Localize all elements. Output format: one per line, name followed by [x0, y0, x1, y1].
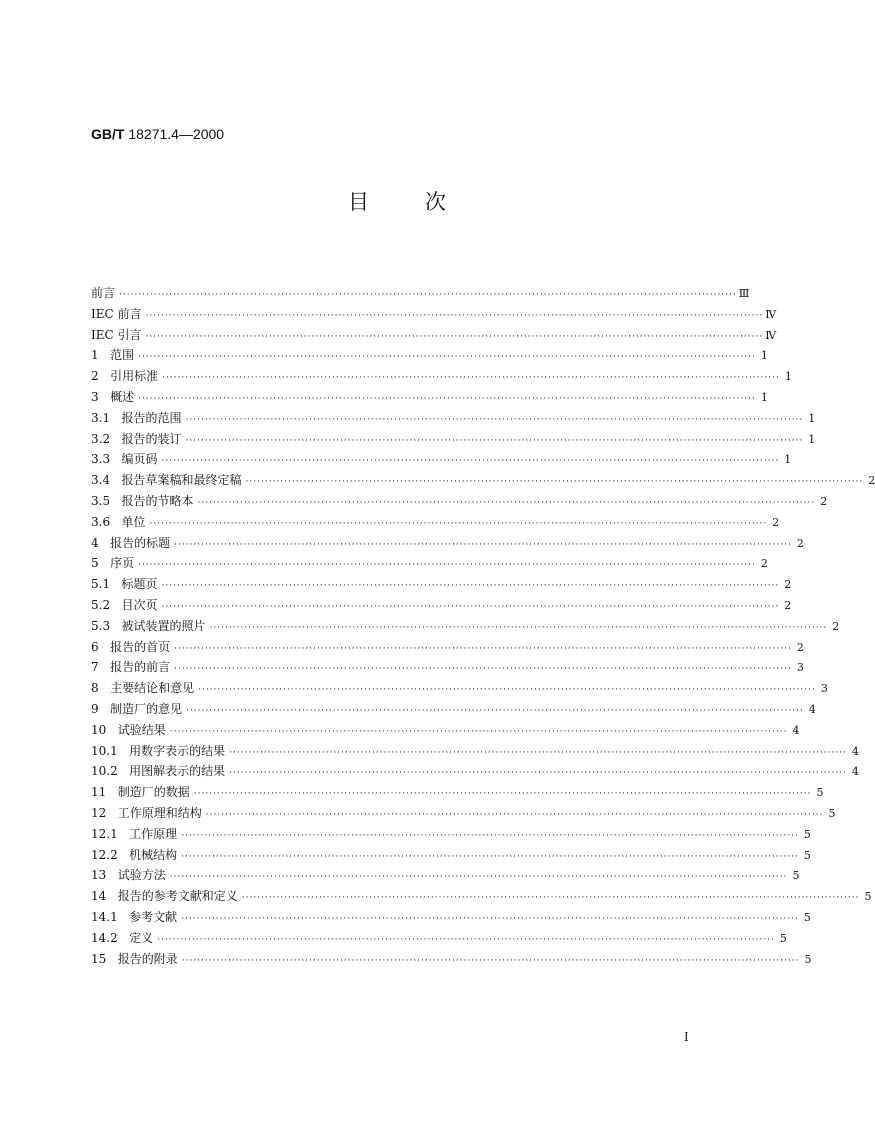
toc-entry-page: 2: [832, 619, 840, 633]
toc-leader-dots: ································································································································································: [162, 373, 780, 384]
toc-entry-number: 12: [91, 805, 118, 820]
toc-heading: [0, 186, 794, 216]
toc-entry-title: 工作原理: [129, 826, 178, 841]
toc-entry-page: 5: [779, 931, 787, 945]
toc-entry-number: 7: [91, 660, 111, 675]
toc-leader-dots: ································································································································································: [198, 685, 816, 696]
toc-entry-page: 5: [864, 890, 872, 904]
toc-entry[interactable]: [91, 824, 811, 845]
toc-entry-title: 报告的前言: [110, 660, 171, 675]
table-of-contents: [91, 283, 875, 969]
toc-entry-number: 14.2: [91, 930, 130, 945]
toc-entry-title: 被试装置的照片: [121, 618, 206, 633]
toc-leader-dots: ································································································································································: [161, 581, 780, 592]
standard-code: [91, 126, 224, 142]
toc-entry-title: 制造厂的意见: [110, 701, 183, 716]
toc-entry-number: 14: [91, 889, 118, 904]
toc-leader-dots: ································································································································································: [149, 518, 768, 529]
toc-entry[interactable]: [91, 720, 800, 741]
toc-entry[interactable]: [91, 657, 804, 678]
toc-entry-number: 3.1: [91, 410, 122, 425]
toc-leader-dots: ································································································································································: [138, 560, 756, 571]
toc-entry-page: 5: [792, 869, 800, 883]
toc-entry-page: 2: [760, 557, 768, 571]
toc-entry[interactable]: [91, 928, 787, 949]
toc-entry-page: 1: [784, 453, 792, 467]
toc-leader-dots: ································································································································································: [181, 913, 799, 924]
toc-entry-title: 报告的装订: [121, 431, 182, 446]
toc-leader-dots: ································································································································································: [197, 497, 816, 508]
toc-leader-dots: ································································································································································: [229, 747, 847, 758]
toc-leader-dots: ································································································································································: [119, 290, 737, 300]
toc-entry-page: 2: [796, 640, 804, 654]
toc-leader-dots: ································································································································································: [185, 414, 804, 425]
toc-entry-page: Ⅳ: [765, 328, 777, 342]
toc-heading-left: 目: [348, 190, 369, 214]
toc-entry-title: 参考文献: [129, 909, 178, 924]
toc-entry[interactable]: [91, 595, 792, 616]
toc-entry[interactable]: [91, 761, 859, 782]
toc-entry-title: 引用标准: [110, 369, 159, 384]
toc-entry-page: 2: [796, 536, 804, 550]
toc-entry-page: 5: [803, 827, 811, 841]
toc-entry[interactable]: [91, 886, 872, 907]
toc-entry-number: 15: [91, 951, 118, 966]
toc-entry-number: 3.3: [91, 452, 122, 467]
toc-entry-number: 1: [91, 348, 111, 363]
toc-entry[interactable]: [91, 949, 812, 970]
toc-entry[interactable]: [91, 304, 777, 325]
toc-entry[interactable]: [91, 782, 824, 803]
toc-entry-number: 8: [91, 681, 111, 696]
toc-leader-dots: ································································································································································: [169, 726, 788, 737]
toc-entry-number: 3: [91, 389, 111, 404]
toc-leader-dots: ································································································································································: [209, 622, 828, 633]
toc-entry-number: 6: [91, 639, 111, 654]
toc-entry-title: 序页: [110, 556, 135, 571]
toc-entry-number: 3.2: [91, 431, 122, 446]
toc-entry-title: 用图解表示的结果: [129, 764, 226, 779]
toc-leader-dots: ································································································································································: [241, 893, 860, 904]
toc-entry-page: 5: [803, 910, 811, 924]
toc-entry-number: 10: [91, 722, 118, 737]
toc-entry[interactable]: [91, 553, 768, 574]
toc-entry-page: 5: [803, 848, 811, 862]
standard-code-prefix: GB/T: [91, 126, 125, 142]
toc-entry-number: 4: [91, 535, 111, 550]
toc-entry-number: 9: [91, 701, 111, 716]
toc-entry[interactable]: [91, 366, 792, 387]
page-number: I: [684, 1030, 689, 1044]
toc-leader-dots: ································································································································································: [169, 872, 788, 883]
toc-entry-title: 目次页: [121, 597, 158, 612]
toc-leader-dots: ································································································································································: [161, 601, 780, 612]
toc-entry[interactable]: [91, 741, 859, 762]
toc-entry-number: 10.1: [91, 743, 130, 758]
toc-entry-page: 2: [820, 494, 828, 508]
toc-entry-page: 1: [784, 370, 792, 384]
toc-leader-dots: ································································································································································: [157, 934, 775, 945]
toc-entry-title: 工作原理和结构: [117, 805, 202, 820]
toc-leader-dots: ································································································································································: [229, 768, 847, 779]
toc-entry[interactable]: [91, 907, 811, 928]
toc-leader-dots: ································································································································································: [181, 851, 799, 862]
toc-entry-page: 2: [868, 474, 875, 488]
toc-entry-page: 5: [816, 786, 824, 800]
toc-entry[interactable]: [91, 678, 828, 699]
toc-entry-title: 报告草案稿和最终定稿: [121, 473, 242, 488]
toc-entry-page: 4: [851, 744, 859, 758]
toc-entry-page: 1: [808, 432, 816, 446]
toc-leader-dots: ································································································································································: [186, 705, 804, 716]
toc-entry[interactable]: [91, 533, 804, 554]
standard-code-number: 18271.4—2000: [124, 126, 225, 142]
toc-entry[interactable]: [91, 845, 811, 866]
toc-entry-page: 1: [808, 411, 816, 425]
toc-entry-page: 2: [772, 515, 780, 529]
toc-entry[interactable]: [91, 387, 768, 408]
toc-entry-page: 3: [796, 661, 804, 675]
toc-entry-title: 报告的标题: [110, 535, 171, 550]
toc-entry[interactable]: [91, 699, 816, 720]
toc-entry-title: 报告的首页: [110, 639, 171, 654]
toc-entry[interactable]: [91, 865, 800, 886]
toc-leader-dots: ································································································································································: [205, 809, 824, 820]
toc-entry-title: 试验结果: [117, 722, 166, 737]
toc-entry-number: 11: [91, 785, 118, 800]
toc-entry-title: 报告的附录: [117, 951, 178, 966]
toc-entry-title: 范围: [110, 348, 135, 363]
toc-entry-page: 3: [820, 682, 828, 696]
toc-leader-dots: ································································································································································: [161, 456, 780, 467]
toc-entry-page: 4: [808, 702, 816, 716]
toc-entry-page: 1: [760, 349, 768, 363]
toc-leader-dots: ································································································································································: [145, 310, 764, 321]
toc-entry[interactable]: [91, 803, 836, 824]
toc-entry[interactable]: [91, 429, 816, 450]
toc-entry-number: 5.1: [91, 577, 122, 592]
toc-entry-page: 2: [784, 578, 792, 592]
toc-leader-dots: ································································································································································: [245, 477, 864, 488]
toc-entry-number: 5.3: [91, 618, 122, 633]
toc-entry-page: 4: [792, 723, 800, 737]
toc-entry-title: 编页码: [121, 452, 158, 467]
toc-entry-number: 5.2: [91, 597, 122, 612]
toc-entry-title: 用数字表示的结果: [129, 743, 226, 758]
toc-entry-number: 5: [91, 556, 111, 571]
toc-entry-title: 概述: [110, 389, 135, 404]
toc-entry-page: Ⅳ: [765, 307, 777, 321]
toc-entry-title: 标题页: [121, 577, 158, 592]
toc-entry-number: 3.6: [91, 514, 122, 529]
toc-entry-title: IEC 前言: [91, 306, 142, 321]
toc-entry[interactable]: [91, 449, 792, 470]
toc-leader-dots: ································································································································································: [174, 643, 792, 654]
toc-entry-page: 1: [760, 390, 768, 404]
toc-leader-dots: ································································································································································: [145, 331, 764, 342]
toc-entry-title: 报告的范围: [121, 410, 182, 425]
toc-heading-right: 次: [425, 190, 446, 214]
toc-entry[interactable]: [91, 616, 840, 637]
toc-entry[interactable]: [91, 325, 777, 346]
toc-entry[interactable]: [91, 574, 792, 595]
toc-entry-page: Ⅲ: [738, 287, 750, 300]
toc-leader-dots: ································································································································································: [138, 393, 756, 404]
toc-entry[interactable]: [91, 408, 816, 429]
toc-entry[interactable]: [91, 491, 828, 512]
toc-entry-title: 主要结论和意见: [110, 681, 195, 696]
toc-entry-page: 5: [804, 952, 812, 966]
toc-entry-page: 5: [828, 806, 836, 820]
toc-entry-title: 前言: [91, 286, 116, 300]
toc-entry-title: 报告的节略本: [121, 493, 194, 508]
toc-entry-page: 4: [851, 765, 859, 779]
toc-entry-title: 报告的参考文献和定义: [117, 889, 238, 904]
toc-entry-number: 12.2: [91, 847, 130, 862]
toc-entry-number: 10.2: [91, 764, 130, 779]
toc-entry-title: 试验方法: [117, 868, 166, 883]
toc-entry-page: 2: [784, 598, 792, 612]
toc-entry[interactable]: [91, 345, 768, 366]
toc-leader-dots: ································································································································································: [185, 435, 804, 446]
toc-leader-dots: ································································································································································: [138, 352, 756, 363]
toc-leader-dots: ································································································································································: [174, 539, 792, 550]
toc-entry-number: 2: [91, 369, 111, 384]
toc-entry-number: 12.1: [91, 826, 130, 841]
toc-leader-dots: ································································································································································: [174, 664, 792, 675]
toc-entry-number: 3.4: [91, 473, 122, 488]
toc-entry-number: 3.5: [91, 493, 122, 508]
toc-entry-number: 13: [91, 868, 118, 883]
toc-entry-number: 14.1: [91, 909, 130, 924]
toc-entry[interactable]: [91, 637, 804, 658]
toc-entry[interactable]: [91, 470, 875, 491]
toc-leader-dots: ································································································································································: [181, 830, 799, 841]
toc-entry-title: 定义: [129, 930, 154, 945]
toc-leader-dots: ································································································································································: [193, 789, 812, 800]
toc-entry-title: IEC 引言: [91, 327, 142, 342]
toc-leader-dots: ································································································································································: [181, 955, 800, 966]
toc-entry-title: 机械结构: [129, 847, 178, 862]
toc-entry-title: 单位: [121, 514, 146, 529]
toc-entry[interactable]: [91, 283, 750, 304]
toc-entry[interactable]: [91, 512, 780, 533]
toc-entry-title: 制造厂的数据: [117, 785, 190, 800]
